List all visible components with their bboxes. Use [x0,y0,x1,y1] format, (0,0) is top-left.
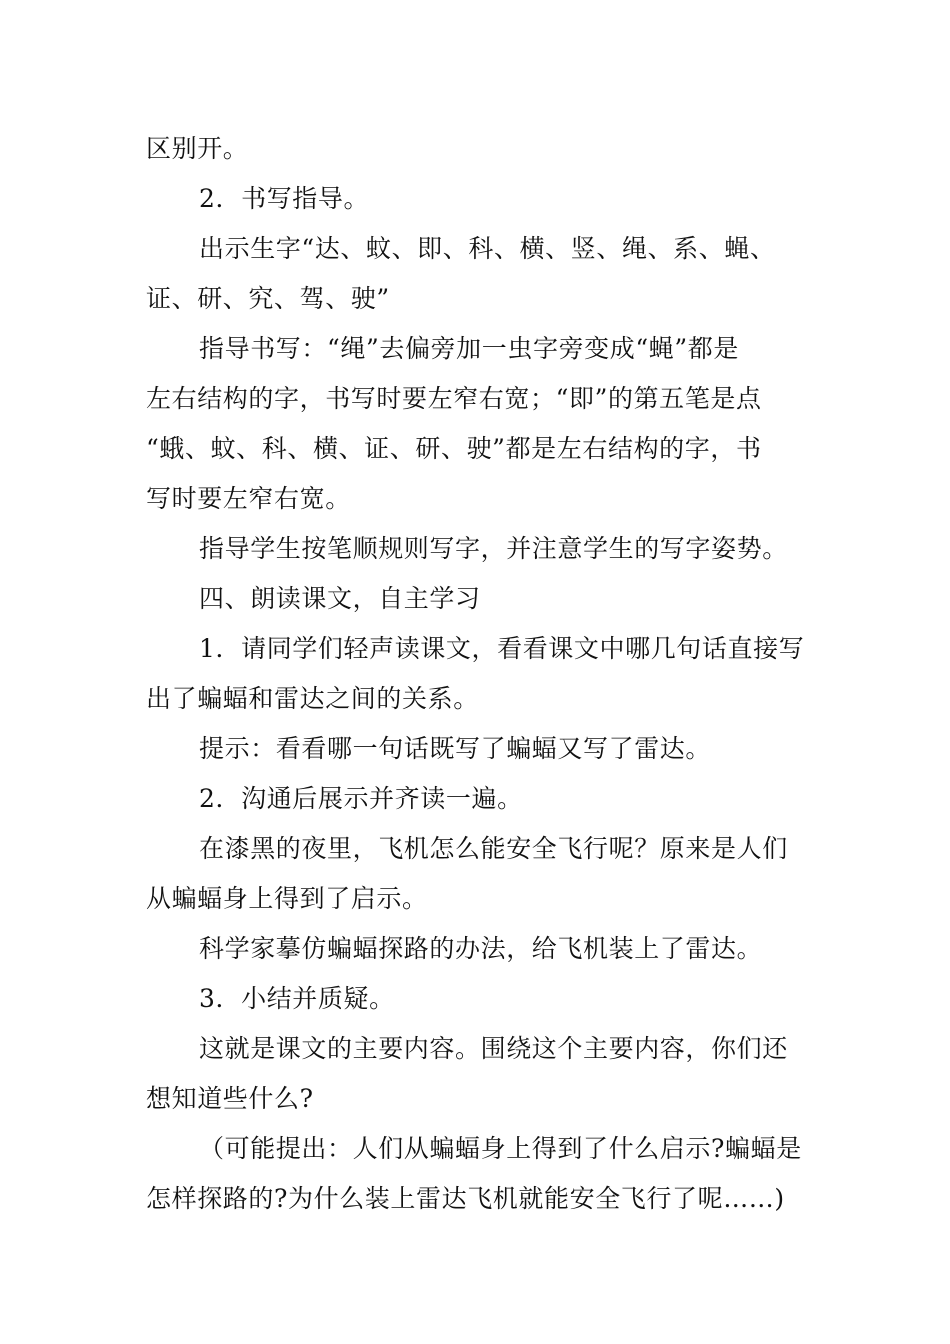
text-line: 提示：看看哪一句话既写了蝙蝠又写了雷达。 [199,734,712,763]
text-line: 2．书写指导。 [199,184,370,213]
text-line: 指导学生按笔顺规则写字，并注意学生的写字姿势。 [199,534,788,563]
text-line: 证、研、究、驾、驶” [146,284,390,313]
text-line: 想知道些什么? [146,1084,314,1113]
text-line: 区别开。 [146,134,249,163]
text-line: 2．沟通后展示并齐读一遍。 [199,784,523,813]
text-line: 1．请同学们轻声读课文，看看课文中哪几句话直接写 [199,634,805,663]
text-line: 科学家摹仿蝙蝠探路的办法，给飞机装上了雷达。 [199,934,763,963]
text-line: 出了蝙蝠和雷达之间的关系。 [146,684,479,713]
text-line: “蛾、蚊、科、横、证、研、驶”都是左右结构的字，书 [146,434,762,463]
text-line: 指导书写：“绳”去偏旁加一虫字旁变成“蝇”都是 [199,334,739,363]
text-line: 出示生字“达、蚊、即、科、横、竖、绳、系、蝇、 [199,234,776,263]
text-line: 怎样探路的?为什么装上雷达飞机就能安全飞行了呢……) [146,1184,785,1213]
text-line: （可能提出：人们从蝙蝠身上得到了什么启示?蝙蝠是 [199,1134,802,1163]
text-line: 3．小结并质疑。 [199,984,395,1013]
text-line: 从蝙蝠身上得到了启示。 [146,884,428,913]
text-line: 左右结构的字，书写时要左窄右宽；“即”的第五笔是点 [146,384,762,413]
section-heading: 四、朗读课文，自主学习 [199,584,481,613]
text-line: 写时要左窄右宽。 [146,484,351,513]
text-line: 在漆黑的夜里，飞机怎么能安全飞行呢？原来是人们 [199,834,788,863]
text-line: 这就是课文的主要内容。围绕这个主要内容，你们还 [199,1034,788,1063]
